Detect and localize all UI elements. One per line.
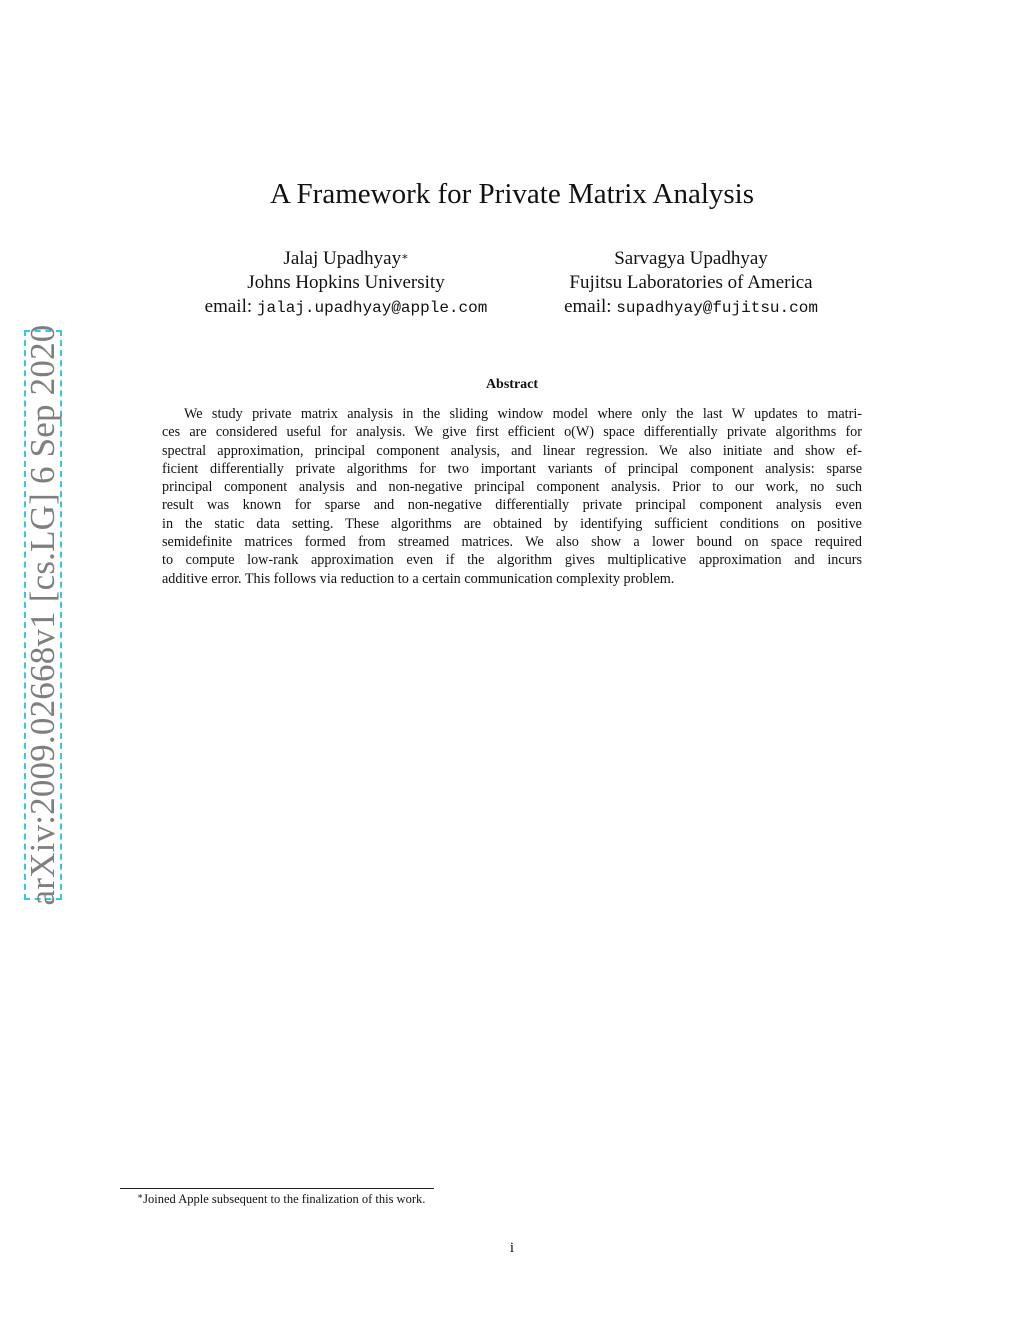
author-affiliation: Fujitsu Laboratories of America (569, 272, 813, 293)
author-email: supadhyay@fujitsu.com (616, 299, 818, 317)
author-name-line (481, 247, 901, 271)
email-label: email: (204, 296, 253, 317)
abstract-line: principal component analysis and non-negative principal component analysis. Prior to our work, no such (162, 479, 862, 496)
abstract-line: spectral approximation, principal component analysis, and linear regression. We also initiate and show ef- (162, 442, 862, 459)
abstract-line: additive error. This follows via reduction to a certain communication complexity problem. (162, 570, 675, 587)
email-label: email: (564, 296, 612, 317)
author-block-2 (481, 247, 901, 320)
author-email: jalaj.upadhyay@apple.com (256, 299, 488, 317)
abstract-body (162, 405, 862, 588)
author-email-line (481, 295, 901, 320)
abstract-line: in the static data setting. These algorithms are obtained by identifying sufficient conditions on positive (162, 515, 862, 532)
footnote-mark: ∗ (137, 1191, 144, 1201)
abstract-line: to compute low-rank approximation even if the algorithm gives multiplicative approximation and incurs (162, 552, 862, 569)
abstract-line: result was known for sparse and non-negative differentially private principal component analysis even (162, 497, 862, 514)
abstract-line: ficient differentially private algorithms for two important variants of principal component analysis: sparse (162, 460, 862, 477)
paper-title: A Framework for Private Matrix Analysis (269, 178, 755, 210)
author-name: Sarvagya Upadhyay (614, 248, 768, 269)
page-number: i (509, 1240, 515, 1256)
abstract-heading: Abstract (485, 377, 539, 392)
author-affiliation: Johns Hopkins University (247, 272, 445, 293)
author-name: Jalaj Upadhyay (283, 248, 402, 269)
footnote-text: Joined Apple subsequent to the finalization of this work. (143, 1192, 426, 1206)
footnote (137, 1192, 425, 1207)
abstract-line: We study private matrix analysis in the sliding window model where only the last W updates to matri- (184, 406, 862, 422)
footnote-divider (120, 1188, 434, 1189)
author-footnote-mark: ∗ (401, 251, 409, 263)
abstract-line: ces are considered useful for analysis. We give first efficient o(W) space differentially private algorithms for (162, 424, 862, 441)
arxiv-identifier: arXiv:2009.02668v1 [cs.LG] 6 Sep 2020 (23, 324, 62, 906)
abstract-line: semidefinite matrices formed from streamed matrices. We also show a lower bound on space required (162, 534, 862, 551)
